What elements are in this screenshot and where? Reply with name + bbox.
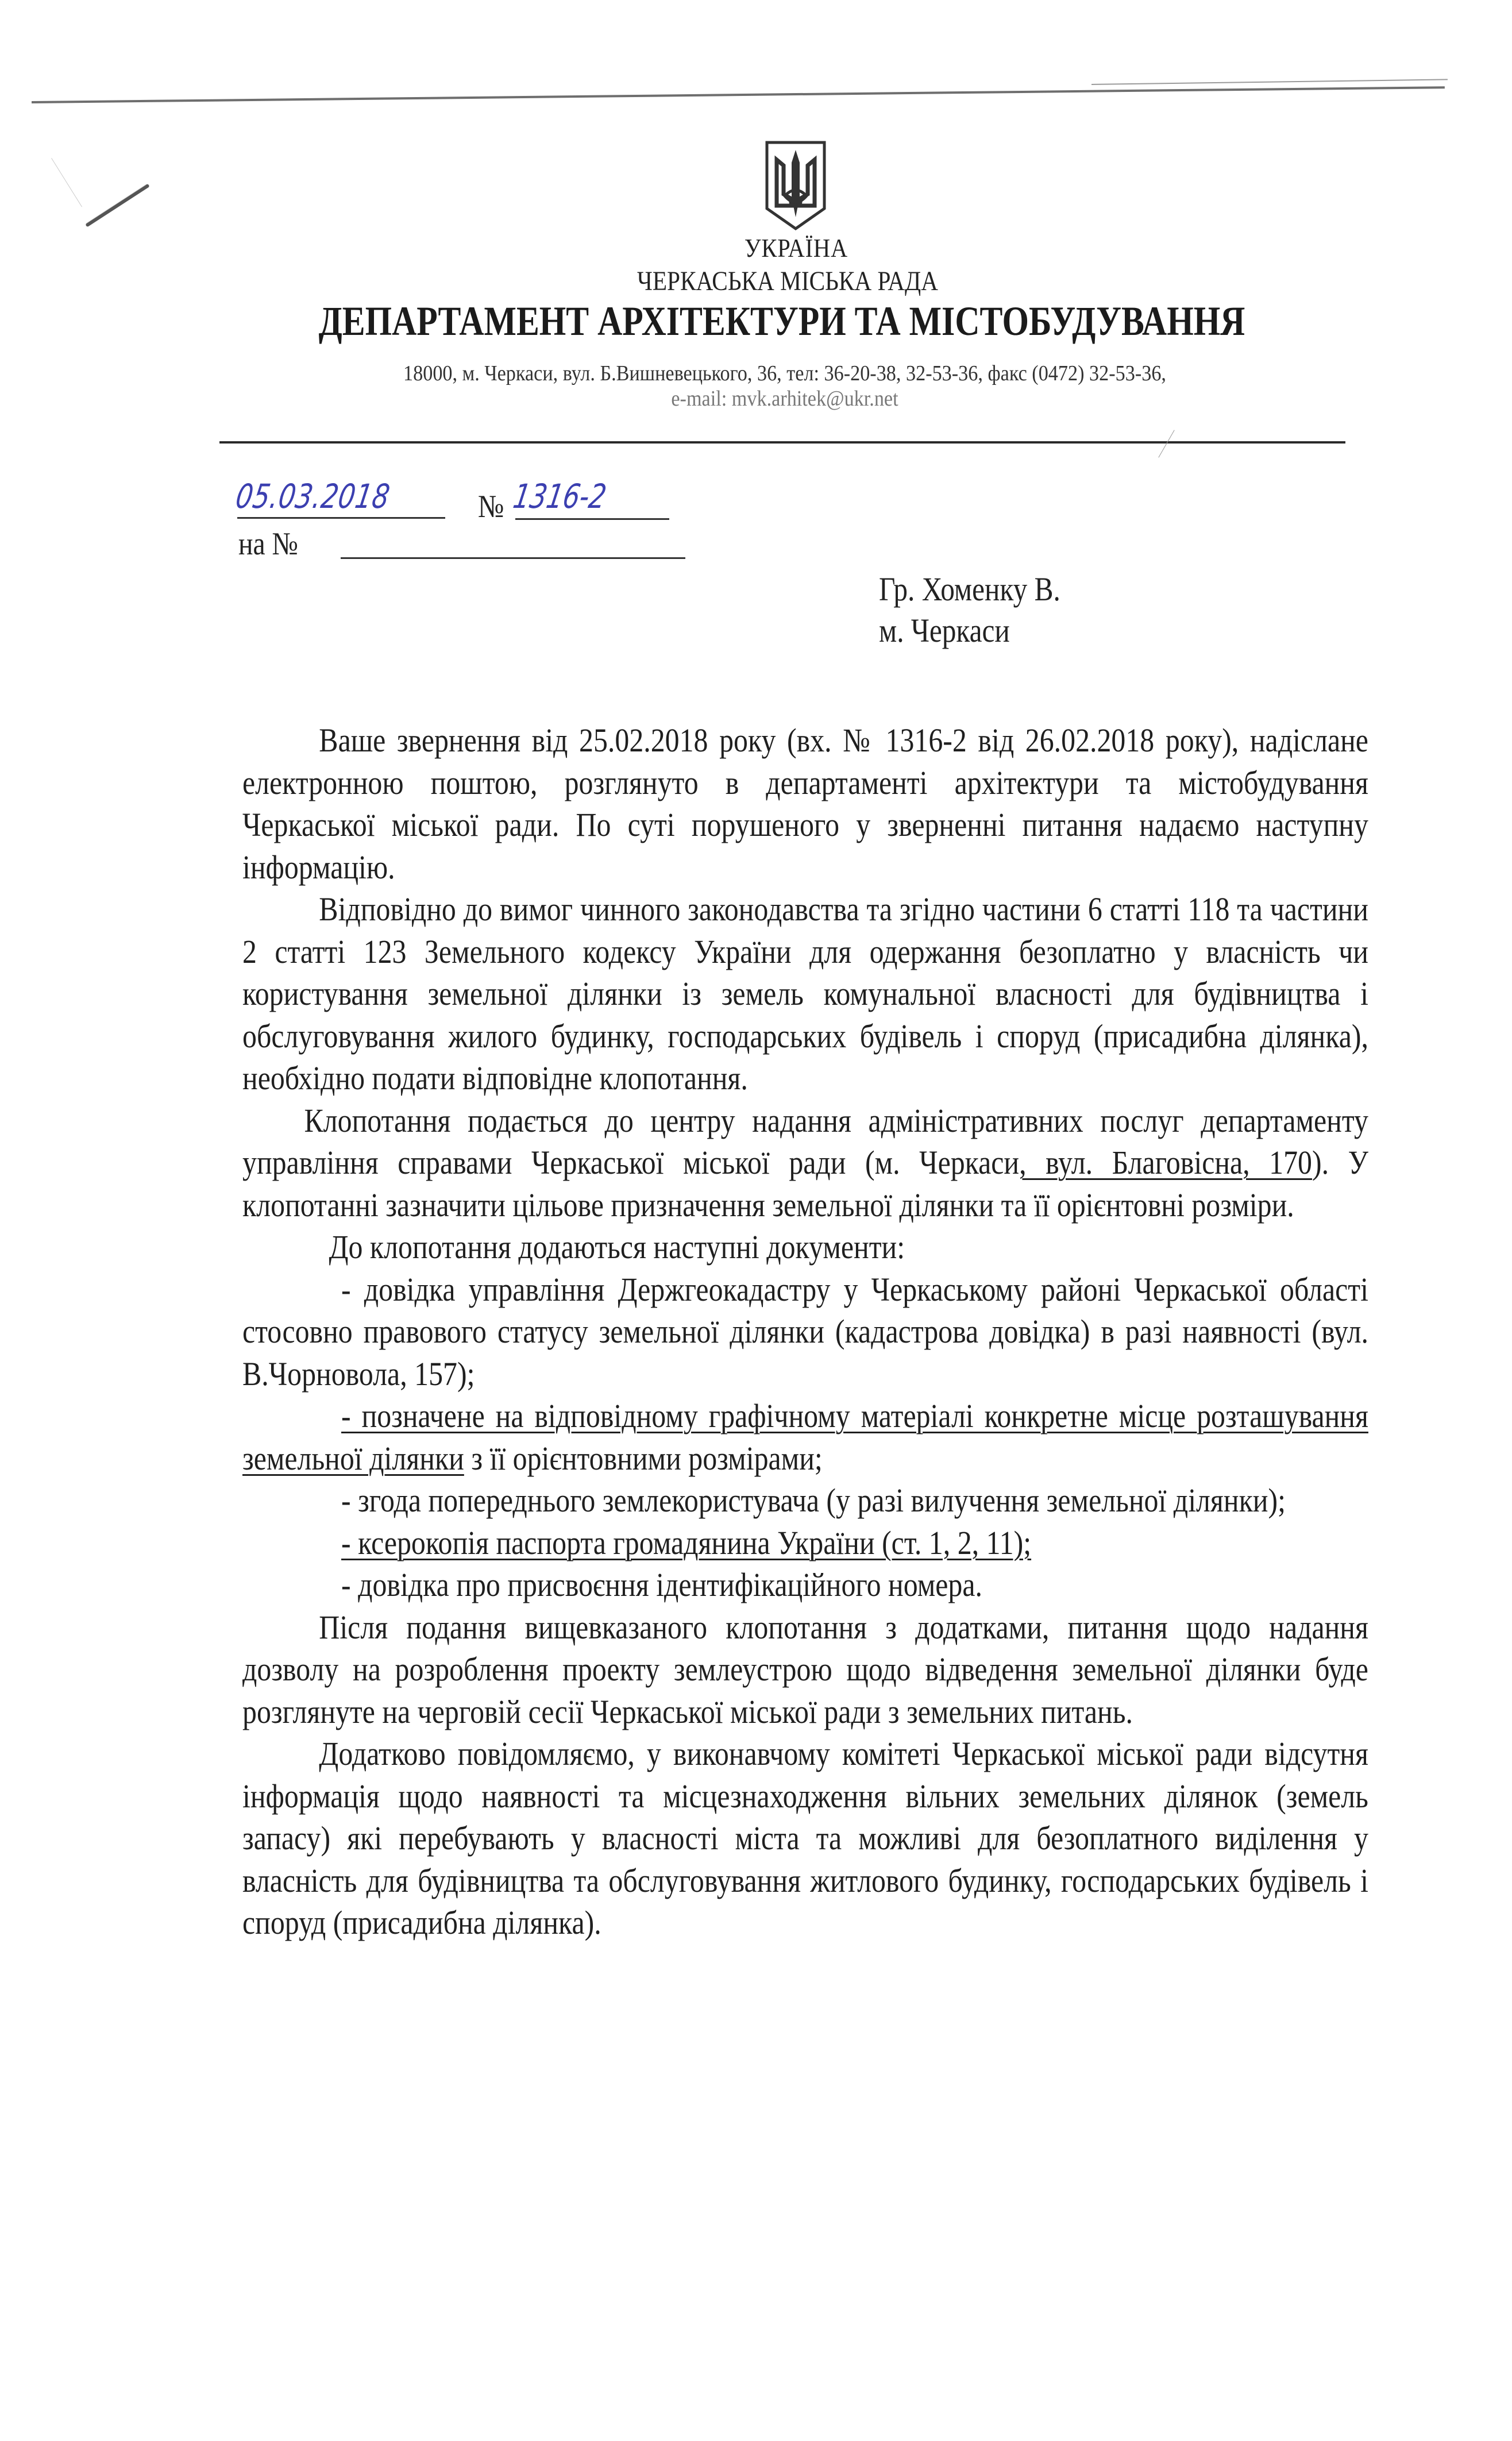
documents-intro: До клопотання додаються наступні документи: [329, 1228, 905, 1266]
number-underline [515, 518, 669, 520]
document-item-passport-underlined: - ксерокопія паспорта громадянина України (ст. 1, 2, 11); [341, 1524, 1032, 1561]
addressee-city: м. Черкаси [879, 612, 1010, 649]
registration-block [227, 477, 744, 580]
paragraph-additional-info: Додатково повідомляємо, у виконавчому комітеті Черкаської міської ради відсутня інформація щодо наявності та місцезнаходження вільних земельних ділянок (земель запасу) які перебувають у власності міста та можливі для безоплатного виділення у власність для будівництва та обслуговування житлового будинку, господарських будівель і споруд (присадибна ділянка). [242, 1735, 1368, 1941]
letterhead-address: 18000, м. Черкаси, вул. Б.Вишневецького, 36, тел: 36-20-38, 32-53-36, факс (0472) 32-53-36, [403, 361, 1166, 385]
letterhead-divider [219, 441, 1345, 444]
letterhead-email: e-mail: mvk.arhitek@ukr.net [671, 387, 898, 411]
document-item-consent: - згода попереднього землекористувача (у разі вилучення земельної ділянки); [341, 1482, 1286, 1519]
paragraph-submission [242, 1100, 1368, 1227]
document-item-graphic [242, 1395, 1368, 1479]
scan-crease [51, 158, 82, 207]
reply-to-underline [341, 557, 685, 559]
paragraph-appeal: Ваше звернення від 25.02.2018 року (вх. № 1316-2 від 26.02.2018 року), надіслане електронною поштою, розглянуто в департаменті архітектури та містобудування Черкаської міської ради. По суті порушеного у зверненні питання надаємо наступну інформацію. [242, 722, 1368, 886]
staple-mark [85, 184, 149, 227]
submission-address-underlined: , вул. Благовісна, 170 [1019, 1144, 1313, 1181]
document-item-tax-id: - довідка про присвоєння ідентифікаційного номера. [341, 1566, 982, 1603]
outgoing-date: 05.03.2018 [233, 477, 393, 516]
letter-body [242, 719, 1368, 1944]
letterhead-department: ДЕПАРТАМЕНТ АРХІТЕКТУРИ ТА МІСТОБУДУВАННЯ [318, 298, 1245, 344]
document-item-graphic-underlined: - позначене на відповідному графічному матеріалі конкретне місце розташування земельної ділянки [242, 1397, 1368, 1477]
document-item-cadastral: - довідка управління Держгеокадастру у Черкаському районі Черкаської області стосовно правового статусу земельної ділянки (кадастрова довідка) в разі наявності (вул. В.Чорновола, 157); [242, 1270, 1368, 1393]
document-item-graphic-end: з її орієнтовними розмірами; [464, 1439, 823, 1477]
addressee [879, 569, 1060, 651]
addressee-name: Гр. Хоменку В. [879, 570, 1060, 608]
scan-page-edge [32, 86, 1445, 103]
document-item-passport [242, 1522, 1368, 1564]
paragraph-legal-basis: Відповідно до вимог чинного законодавства та згідно частини 6 статті 118 та частини 2 статті 123 Земельного кодексу України для одержання безоплатно у власність чи користування земельної ділянки із земель комунальної власності для будівництва і обслуговування жилого будинку, господарських будівель і споруд (присадибна ділянка), необхідно подати відповідне клопотання. [242, 890, 1368, 1097]
scan-page-edge-secondary [1091, 79, 1448, 85]
paragraph-after-submission: Після подання вищевказаного клопотання з додатками, питання щодо надання дозволу на розроблення проекту землеустрою щодо відведення земельної ділянки буде розглянуте на черговій сесії Черкаської міської ради з земельних питань. [242, 1608, 1368, 1730]
outgoing-number: 1316-2 [510, 477, 610, 516]
letterhead-country: УКРАЇНА [744, 233, 848, 263]
number-label: № [478, 489, 504, 525]
submission-text-end: ). У клопотанні зазначити цільове призначення земельної ділянки та її орієнтовні розміри. [242, 1144, 1368, 1224]
reply-to-label: на № [238, 526, 298, 562]
ukraine-trident-emblem-icon [764, 140, 827, 232]
date-underline [237, 517, 445, 519]
letterhead-council: ЧЕРКАСЬКА МІСЬКА РАДА [637, 266, 939, 296]
submission-text: Клопотання подається до центру надання адміністративних послуг департаменту управління справами Черкаської міської ради (м. Черкаси [242, 1101, 1368, 1181]
pen-mark [1158, 430, 1174, 457]
